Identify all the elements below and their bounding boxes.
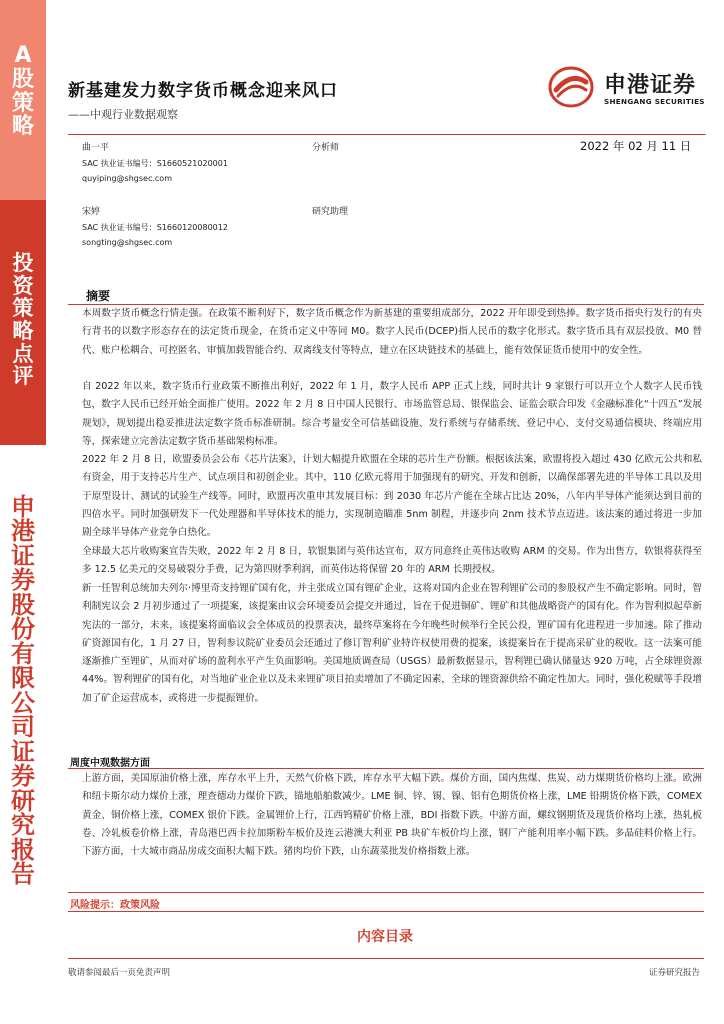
cert-number: S1660521020001 bbox=[156, 159, 228, 168]
sidebar-char: 资 bbox=[12, 273, 34, 298]
sidebar-char: 份 bbox=[11, 614, 35, 644]
left-sidebar bbox=[0, 0, 46, 1024]
sidebar-char: 港 bbox=[11, 516, 35, 546]
sidebar-char: 略 bbox=[11, 114, 34, 140]
analyst-cert bbox=[82, 158, 228, 169]
cert-label: SAC 执业证书编号： bbox=[82, 159, 157, 168]
sidebar-report-type-label bbox=[0, 252, 46, 388]
sidebar-char: 有 bbox=[11, 638, 35, 668]
risk-label: 风险提示： bbox=[70, 900, 120, 911]
company-logo bbox=[548, 66, 718, 110]
weekly-data-heading: 周度中观数据方面 bbox=[70, 758, 150, 769]
analyst-name: 宋婷 bbox=[82, 207, 101, 217]
sidebar-report-type-band bbox=[0, 200, 46, 445]
summary-paragraph: 本周数字货币概念行情走强。在政策不断利好下，数字货币概念作为新基建的重要组成部分，2022 开年即受到热捧。数字货币指央行发行的有央行背书的以数字形态存在的法定货币现金，在货币定义中等同 M0。数字人民币(DCEP)指人民币的数字化形式。数字货币具有双层投放、M0 替代、账户松耦合、可控匿名、审慎加载智能合约、双离线支付等特点，建立在区块链技术的基础上，能有效保证货币使用中的安全性。 bbox=[82, 308, 702, 356]
report-title: 新基建发力数字货币概念迎来风口 bbox=[68, 81, 338, 101]
weekly-divider bbox=[68, 768, 704, 769]
analyst-role: 研究助理 bbox=[312, 207, 349, 217]
sidebar-company-label bbox=[0, 492, 46, 889]
sidebar-char: 股 bbox=[11, 589, 35, 619]
sidebar-char: 策 bbox=[11, 90, 34, 116]
logo-english-name: SHENGANG SECURITIES bbox=[604, 97, 705, 106]
sidebar-char: 券 bbox=[11, 761, 35, 791]
table-of-contents-title[interactable]: 内容目录 bbox=[357, 929, 413, 945]
sidebar-char: 研 bbox=[11, 785, 35, 815]
sidebar-char: 告 bbox=[11, 859, 35, 889]
header-divider bbox=[68, 134, 706, 135]
sidebar-char: 略 bbox=[12, 319, 34, 344]
sidebar-char: 司 bbox=[11, 712, 35, 742]
weekly-data-paragraph: 上游方面，美国原油价格上涨，库存水平上升，天然气价格下跌，库存水平大幅下跌。煤价方面，国内焦煤、焦炭、动力煤期货价格均上涨。欧洲和纽卡斯尔动力煤价上涨，理查德动力煤价下跌，锚地船舶数减少。LME 铜、锌、锡、镍、铝有色期货价格上涨，LME 铅期货价格下跌，COMEX 黄金、铜价格上涨，COMEX 银价下跌。金属锂价上行，江西钨精矿价格上涨，BDI 指数下跌。中游方面，螺纹钢期货及现货价格均上涨，热轧板卷、冷轧板卷价格上涨，青岛港巴西卡拉加斯粉车板价及连云港澳大利亚 PB 块矿车板价均上涨，钢厂产能利用率小幅下跌。多晶硅料价格上行。下游方面，十大城市商品房成交面积大幅下跌。猪肉均价下跌，山东蔬菜批发价格指数上涨。 bbox=[82, 773, 702, 858]
summary-paragraph: 自 2022 年以来，数字货币行业政策不断推出利好，2022 年 1 月，数字人民币 APP 正式上线，同时共计 9 家银行可以开立个人数字人民币钱包，数字人民币已经开始全面推广使用。2022 年 2 月 8 日中国人民银行、市场监管总局、银保监会、证监会联合印发《金融标准化“十四五”发展规划》，规划提出稳妥推进法定数字货币标准研制。综合考量安全可信基础设施、发行系统与存储系统、登记中心、支付交易通信模块、终端应用等，探索建立完善法定数字货币基础架构标准。 bbox=[82, 381, 702, 447]
footer-report-type: 证券研究报告 bbox=[648, 968, 700, 978]
sidebar-char: 公 bbox=[11, 687, 35, 717]
sidebar-category-band bbox=[0, 0, 46, 200]
report-date: 2022 年 02 月 11 日 bbox=[580, 139, 692, 153]
summary-paragraph: 2022 年 2 月 8 日，欧盟委员会公布《芯片法案》，计划大幅提升欧盟在全球的芯片生产份额。根据该法案，欧盟将投入超过 430 亿欧元公共和私有资金，用于支持芯片生产、试点项目和初创企业。其中，110 亿欧元将用于加强现有的研究、开发和创新，以确保部署先进的半导体工具以及用于原型设计、测试的试验生产线等。同时，欧盟再次重申其发展目标：到 2030 年芯片产能在全球占比达 20%，八年内半导体产能须达到目前的四倍水平。同时加强研发下一代处理器和半导体技术的能力，实现制造瞄准 5nm 制程，并逐步向 2nm 技术节点迈进。该法案的通过将进一步加剧全球半导体产业竞争白热化。 bbox=[82, 454, 702, 539]
analyst-email[interactable]: quyiping@shgsec.com bbox=[82, 174, 172, 183]
sidebar-char: 究 bbox=[11, 810, 35, 840]
risk-warning bbox=[70, 896, 160, 911]
logo-chinese-name: 申港证券 bbox=[604, 73, 697, 98]
sidebar-char: 股 bbox=[11, 66, 34, 92]
sidebar-char: 投 bbox=[12, 251, 34, 275]
sidebar-char: 证 bbox=[11, 736, 35, 766]
summary-heading: 摘要 bbox=[86, 289, 111, 303]
sidebar-char: 券 bbox=[11, 565, 35, 595]
sidebar-category-label bbox=[0, 44, 46, 139]
logo-mark-icon bbox=[548, 66, 594, 108]
risk-warning-box bbox=[68, 892, 704, 912]
sidebar-char: 点 bbox=[12, 341, 34, 366]
analyst-name: 曲一平 bbox=[82, 143, 110, 153]
footer-divider bbox=[68, 958, 704, 959]
analyst-cert bbox=[82, 222, 228, 233]
sidebar-char: 限 bbox=[11, 663, 35, 693]
cert-number: S1660120080012 bbox=[156, 223, 228, 232]
risk-text: 政策风险 bbox=[120, 900, 160, 911]
analyst-email[interactable]: songting@shgsec.com bbox=[82, 238, 173, 247]
summary-paragraph: 全球最大芯片收购案宣告失败，2022 年 2 月 8 日，软银集团与英伟达宣布，双方同意终止英伟达收购 ARM 的交易。作为出售方，软银将获得至多 12.5 亿美元的交易破裂分手费，记为第四财季利润，而英伟达将保留 20 年的 ARM 长期授权。 bbox=[82, 546, 702, 576]
report-subtitle: ——中观行业数据观察 bbox=[68, 108, 178, 121]
sidebar-char: A bbox=[14, 43, 32, 68]
cert-label: SAC 执业证书编号： bbox=[82, 223, 157, 232]
sidebar-char: 证 bbox=[11, 540, 35, 570]
footer-disclaimer: 敬请参阅最后一页免责声明 bbox=[68, 968, 171, 978]
sidebar-char: 评 bbox=[12, 364, 34, 389]
analyst-role: 分析师 bbox=[312, 143, 340, 153]
sidebar-char: 策 bbox=[12, 296, 34, 321]
summary-paragraph: 新一任智利总统加夫列尔·博里奇支持锂矿国有化，并主张成立国有锂矿企业，这将对国内企业在智利锂矿公司的参股权产生不确定影响。同时，智利制宪议会 2 月初步通过了一项提案，该提案由议会环境委员会提交并通过，旨在于促进铜矿、锂矿和其他战略资产的国有化。作为智利拟起草新宪法的一部分，未来，该提案将面临议会全体成员的投票表决，最终草案将在今年晚些时候举行全民公投，锂矿国有化进程进一步加速。除了推动矿资源国有化，1 月 27 日，智利参议院矿业委员会还通过了修订智利矿业特许权使用费的提案，该提案旨在于提高采矿业的税收。这一法案可能逐渐推广至锂矿，从而对矿场的盈利水平产生负面影响。美国地质调查局（USGS）最新数据显示，智利锂已确认储量达 920 万吨，占全球锂资源 44%。智利锂矿的国有化，对当地矿业企业以及未来锂矿项目拍卖增加了不确定因素，全球的锂资源供给不确定性加大。同时，强化税赋等手段增加了矿企运营成本，或将进一步提振锂价。 bbox=[82, 583, 702, 704]
sidebar-char: 申 bbox=[11, 492, 35, 521]
sidebar-char: 报 bbox=[11, 834, 35, 864]
